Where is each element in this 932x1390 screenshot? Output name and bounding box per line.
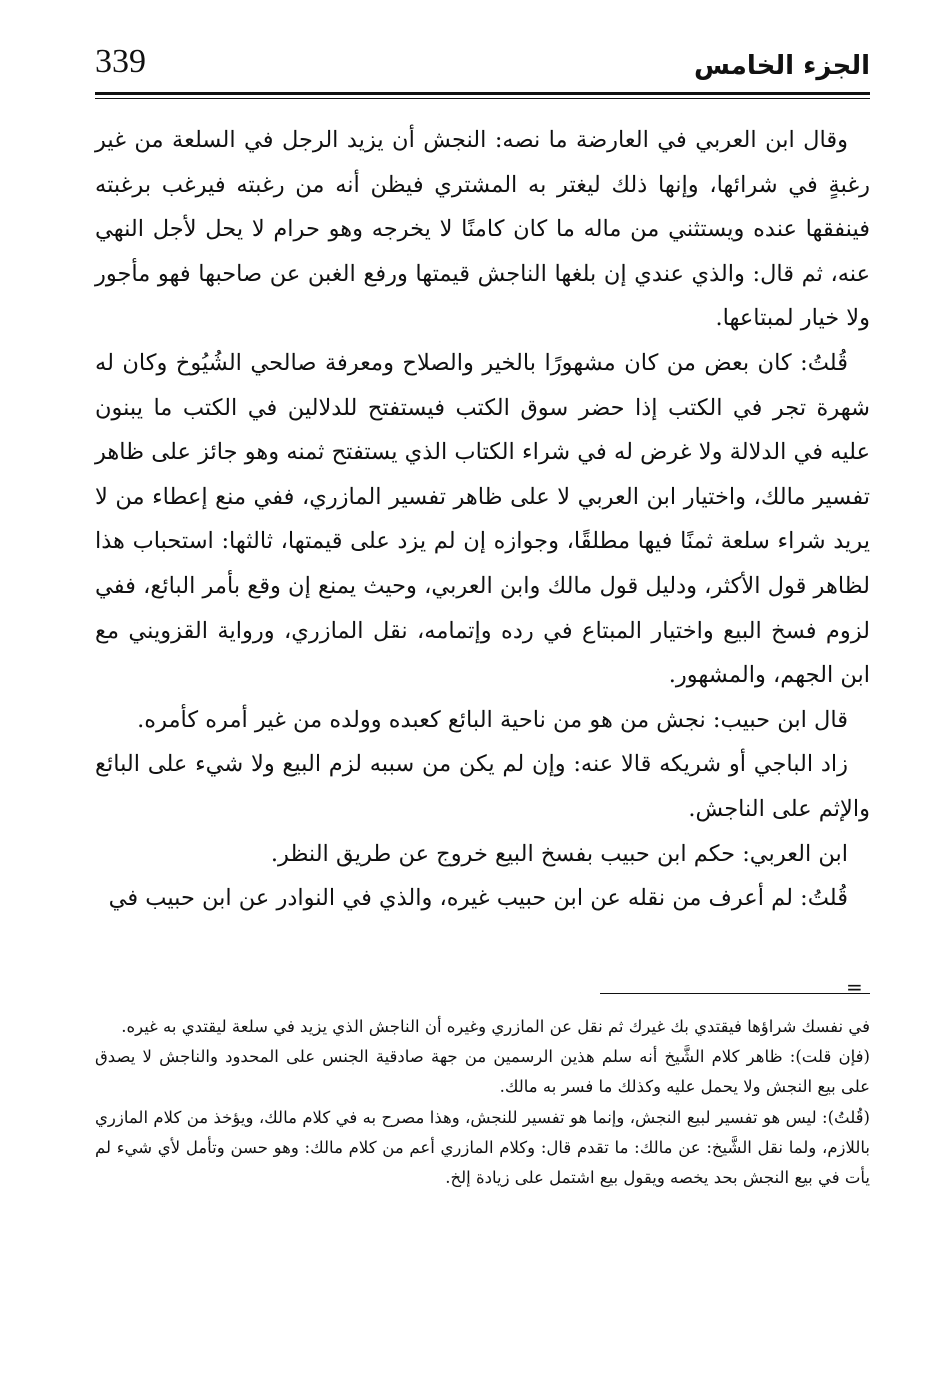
footnote: (قُلتُ): ليس هو تفسير لبيع النجش، وإنما هو تفسير للنجش، وهذا مصرح به في كلام مالك، ويؤخذ من كلام المازري باللازم، ولما نقل الشَّيخ: عن مالك: ما تقدم قال: وكلام المازري أعم من كلام مالك: وهو حسن وتأمل لأي شيء لم يأت في بيع النجش بحد يخصه ويقول بيع اشتمل على زيادة إلخ.	[95, 1107, 870, 1188]
footnote-continuation-marker: =	[846, 975, 863, 999]
running-title: الجزء الخامس	[694, 51, 870, 81]
paragraph: ابن العربي: حكم ابن حبيب بفسخ البيع خروج عن طريق النظر.	[270, 840, 848, 867]
footnote-separator	[600, 993, 870, 994]
page-header	[95, 40, 870, 92]
paragraph: زاد الباجي أو شريكه قالا عنه: وإن لم يكن من سببه لزم البيع ولا شيء على البائع والإثم على الناجش.	[95, 751, 870, 822]
paragraph: قُلتُ: كان بعض من كان مشهورًا بالخير والصلاح ومعرفة صالحي الشُيُوخ وكان له شهرة تجر في الكتب إذا حضر سوق الكتب فيستفتح للدلالين في الكتب ما يبنون عليه في الدلالة ولا غرض له في شراء الكتاب الذي يستفتح ثمنه وهو جائز على ظاهر تفسير مالك، واختيار ابن العربي لا على ظاهر تفسير المازري، ففي منع إعطاء من لا يريد شراء سلعة ثمنًا فيها مطلقًا، وجوازه إن لم يزد على قيمتها، ثالثها: استحباب هذا لظاهر قول الأكثر، ودليل قول مالك وابن العربي، وحيث يمنع إن وقع بأمر البائع، ففي لزوم فسخ البيع واختيار المبتاع في رده وإتمامه، نقل المازري، ورواية القزويني مع ابن الجهم، والمشهور.	[95, 349, 870, 689]
header-rule	[95, 92, 870, 95]
page-number: 339	[95, 43, 146, 80]
footnotes	[95, 1012, 870, 1193]
footnote: (فإن قلت): ظاهر كلام الشَّيخ أنه سلم هذين الرسمين من جهة صادقية الجنس على المحدود والناجش لا يصدق على بيع النجش ولا يحمل عليه وكذلك ما فسر به مالك.	[95, 1047, 870, 1097]
paragraph: قُلتُ: لم أعرف من نقله عن ابن حبيب غيره، والذي في النوادر عن ابن حبيب في	[108, 885, 848, 912]
paragraph: وقال ابن العربي في العارضة ما نصه: النجش أن يزيد الرجل في السلعة من غير رغبةٍ في شرائها، وإنها ذلك ليغتر به المشتري فيظن أنه من رغبته فيرغب برغبته فينفقها عنده ويستثني من ماله ما كان كامنًا لا يخرجه وهو حرام لا يحل لأجل النهي عنه، ثم قال: والذي عندي إن بلغها الناجش قيمتها ورفع الغبن عن صاحبها فهو مأجور ولا خيار لمبتاعها.	[95, 127, 870, 332]
footnote: في نفسك شراؤها فيقتدي بك غيرك ثم نقل عن المازري وغيره أن الناجش الذي يزيد في سلعة ليقتدي به غيره.	[121, 1017, 870, 1036]
paragraph: قال ابن حبيب: نجش من هو من ناحية البائع كعبده وولده من غير أمره كأمره.	[137, 706, 848, 733]
main-text	[95, 118, 870, 921]
header-rule-thin	[95, 98, 870, 99]
